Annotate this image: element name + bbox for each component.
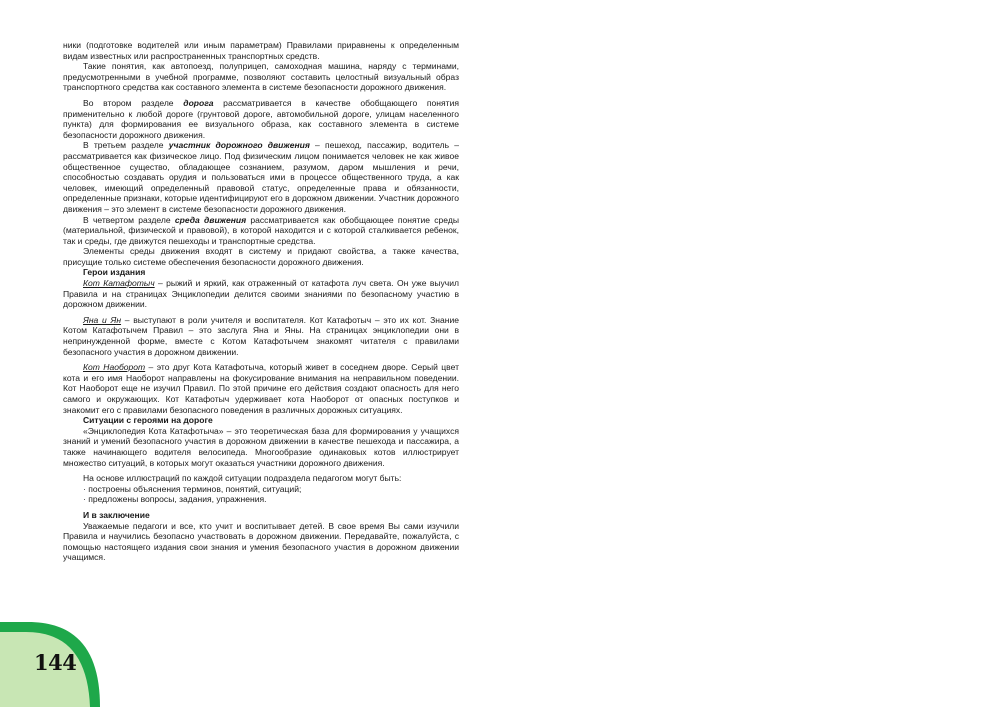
list-item: · предложены вопросы, задания, упражнения. (83, 494, 267, 505)
heading-conclusion: И в заключение (83, 509, 150, 520)
list-item: · построены объяснения терминов, понятий, ситуаций; (83, 483, 302, 494)
paragraph: Во втором разделе дорога рассматривается в качестве обобщающего понятия применительно к любой дороге (грунтовой дороге, автомобильной дороге, улицам населенного пункта) для формирования ее визуального образа, как составного элемента в системе безопасности дорожного движения. (63, 97, 459, 140)
paragraph: В четвертом разделе среда движения рассматривается как обобщающее понятие среды (материальной, физической и правовой), в которой находится и с которой сталкивается ребенок, так и среды, где движутся пешеходы и транспортные средства. (63, 214, 460, 246)
heading-situations: Ситуации с героями на дороге (83, 415, 213, 426)
hero-name: Яна и Ян (83, 314, 122, 325)
hero-paragraph: Яна и Ян – выступают в роли учителя и воспитателя. Кот Катафотыч – это их кот. Знание Котом Катафотычем Правил – это заслуга Яна и Яны. На страницах энциклопедии они в непринужденной форме, вместе с Котом Катафотычем знакомят читателя с правилами безопасного участия в дорожном движении. (63, 314, 459, 357)
paragraph: «Энциклопедия Кота Катафотыча» – это теоретическая база для формирования у учащихся знаний и умений безопасного участия в дорожном движении в качестве пешехода и пассажира, а также начинающего водителя велосипеда. Многообразие одинаковых котов иллюстрирует множество ситуаций, в которых могут оказаться участники дорожного движения. (63, 425, 459, 468)
term-road: дорога (183, 97, 214, 108)
page-text (63, 40, 459, 563)
paragraph: Уважаемые педагоги и все, кто учит и воспитывает детей. В свое время Вы сами изучили Правила и научились безопасно участвовать в дорожном движении. Передавайте, пожалуйста, с помощью настоящего издания свои знания и умения безопасного участия в дорожном движении учащимся. (63, 520, 459, 563)
heading-heroes: Герои издания (83, 267, 146, 278)
paragraph: В третьем разделе участник дорожного движения – пешеход, пассажир, водитель – рассматривается как физическое лицо. Под физическим лицом понимается человек не как живое общественное существо, обладающее сознанием, разумом, даром мышления и речи, способностью создавать орудия и пользоваться ими в процессе общественного труда, а как человек, имеющий определенный правовой статус, определенные права и обязанности, определенные признаки, которые идентифицируют его в дорожном движении. Участник дорожного движения – это элемент в системе безопасности дорожного движения. (63, 140, 460, 214)
hero-paragraph: Кот Катафотыч – рыжий и яркий, как отраженный от катафота луч света. Он уже выучил Правила и на страницах Энциклопедии делится своими знаниями по безопасному участию в дорожном движении. (63, 278, 459, 310)
hero-name: Кот Катафотыч (83, 278, 155, 289)
hero-paragraph: Кот Наоборот – это друг Кота Катафотыча, который живет в соседнем дворе. Серый цвет кота и его имя Наоборот направлены на фокусирование внимания на неправильном поведении. Кот Наоборот еще не изучил Правил. По этой причине его действия создают опасность для него самого и окружающих. Кот Катафотыч удерживает кота Наоборот от опасных поступков и знакомит его с правилами безопасного поведения в различных дорожных ситуациях. (63, 362, 460, 415)
hero-name: Кот Наоборот (83, 362, 146, 373)
term-environment: среда движения (174, 214, 247, 225)
paragraph: Элементы среды движения входят в систему и придают свойства, а также качества, присущие только системе обеспечения безопасности дорожного движения. (63, 246, 459, 267)
term-participant: участник дорожного движения (168, 140, 310, 151)
page-number: 144 (34, 650, 77, 675)
paragraph: На основе иллюстраций по каждой ситуации подраздела педагогом могут быть: (83, 473, 402, 484)
paragraph: ники (подготовке водителей или иным параметрам) Правилами приравнены к определенным видам известных или распространенных транспортных средств. (63, 40, 459, 61)
paragraph: Такие понятия, как автопоезд, полуприцеп, самоходная машина, наряду с терминами, предусмотренными в учебной программе, позволяют составить целостный визуальный образ транспортного средства как составного элемента в системе безопасности дорожного движения. (63, 61, 459, 93)
